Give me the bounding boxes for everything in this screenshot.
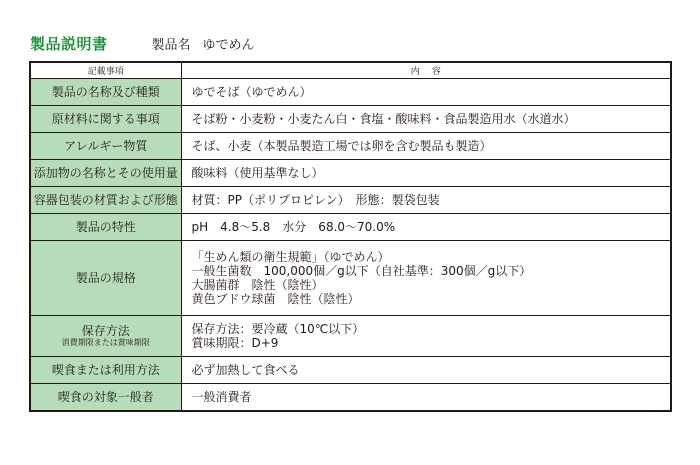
row-value: 必ず加熱して食べる [181,357,671,384]
row-label: 製品の特性 [30,214,181,241]
row-label: 容器包装の材質および形態 [30,187,181,214]
product-name-label: 製品名 [151,37,191,53]
table-header-row [30,62,671,79]
row-value [181,241,671,316]
standards-line: 黄色ブドウ球菌 陰性（陰性） [191,292,360,306]
row-label: 製品の規格 [30,241,181,316]
spec-table [29,61,672,412]
row-storage [30,316,671,357]
row-product-name-type [30,79,671,106]
header-item: 記載事項 [30,62,181,79]
row-value: 材質：PP（ポリプロピレン） 形態：製袋包装 [181,187,671,214]
row-characteristics [30,214,671,241]
standards-line: 「生めん類の衛生規範」（ゆでめん） [191,250,390,264]
header [30,33,255,53]
row-packaging [30,187,671,214]
product-name: ゆでめん [202,37,255,53]
row-label: 添加物の名称とその使用量 [30,160,181,187]
row-target-consumer [30,384,671,412]
row-value: 一般消費者 [181,384,671,412]
row-additives [30,160,671,187]
row-allergens [30,133,671,160]
row-value: 酸味料（使用基準なし） [181,160,671,187]
standards-line: 一般生菌数 100,000個／g以下（自社基準：300個／g以下） [191,264,532,278]
row-value: そば粉・小麦粉・小麦たん白・食塩・酸味料・食品製造用水（水道水） [181,106,671,133]
row-label: 原材料に関する事項 [30,106,181,133]
standards-line: 大腸菌群 陰性（陰性） [191,278,324,292]
row-usage [30,357,671,384]
row-standards [30,241,671,316]
row-label: 喫食または利用方法 [30,357,181,384]
row-label: アレルギー物質 [30,133,181,160]
row-ingredients [30,106,671,133]
header-content: 内容 [181,62,671,79]
row-label [30,316,181,357]
row-label: 喫食の対象一般者 [30,384,181,412]
row-value: ゆでそば（ゆでめん） [181,79,671,106]
storage-line: 賞味期限：D+9 [191,336,279,350]
storage-sublabel: 消費期限または賞味期限 [61,338,150,347]
row-value [181,316,671,357]
storage-label: 保存方法 [81,324,130,338]
row-value: そば、小麦（本製品製造工場では卵を含む製品も製造） [181,133,671,160]
row-label: 製品の名称及び種類 [30,79,181,106]
storage-line: 保存方法：要冷蔵（10℃以下） [191,322,365,336]
row-value: pH 4.8～5.8 水分 68.0～70.0% [181,214,671,241]
document-title: 製品説明書 [30,34,108,53]
